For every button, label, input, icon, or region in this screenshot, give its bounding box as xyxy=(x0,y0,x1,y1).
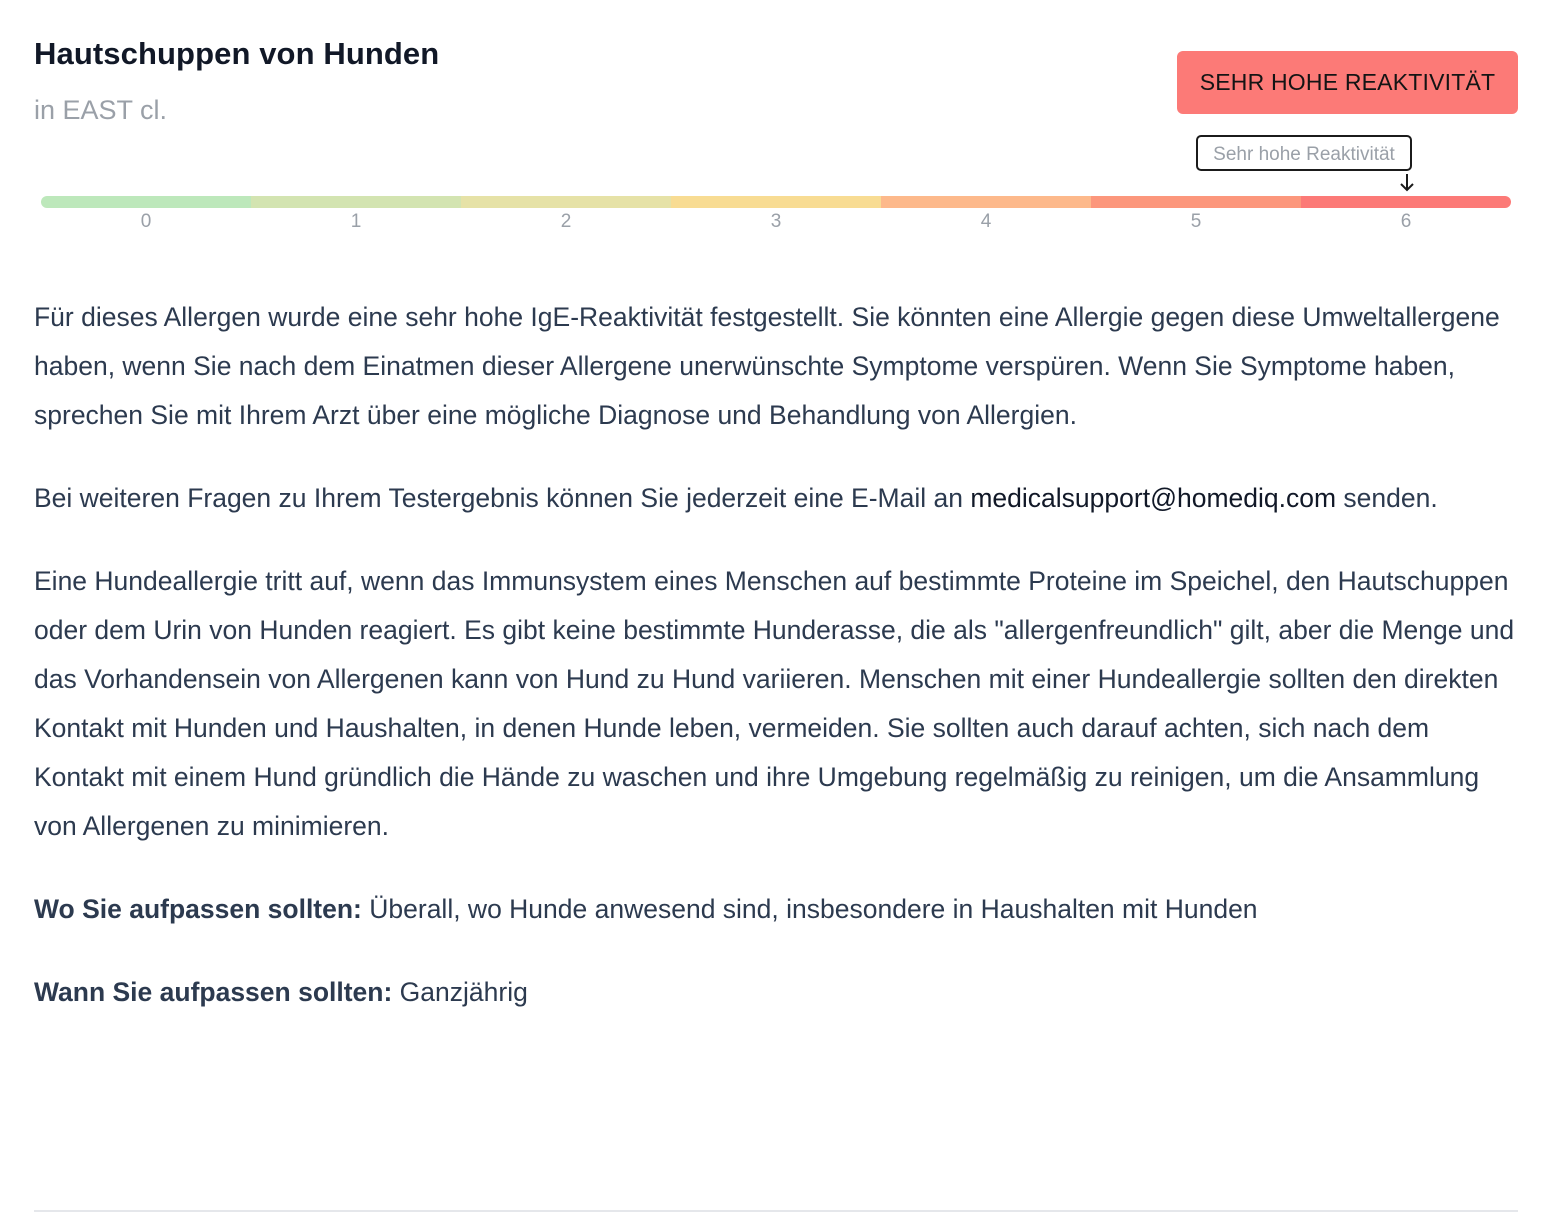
level-tooltip: Sehr hohe Reaktivität xyxy=(1196,135,1412,171)
allergen-subtitle: in EAST cl. xyxy=(34,95,168,125)
scale-segment-1 xyxy=(251,196,461,208)
scale-tick: 2 xyxy=(560,211,572,232)
scale-segment-0 xyxy=(41,196,251,208)
result-description xyxy=(34,293,1518,1051)
allergy-info-paragraph: Eine Hundeallergie tritt auf, wenn das Immunsystem eines Menschen auf bestimmte Proteine im Speichel, den Hautschuppen oder dem Urin von Hunden reagiert. Es gibt keine bestimmte Hunderasse, die als "allergenfreundlich" gilt, aber die Menge und das Vorhandensein von Allergenen kann von Hund zu Hund variieren. Menschen mit einer Hundeallergie sollten den direkten Kontakt mit Hunden und Haushalten, in denen Hunde leben, vermeiden. Sie sollten auch darauf achten, sich nach dem Kontakt mit einem Hund gründlich die Hände zu waschen und ihre Umgebung regelmäßig zu reinigen, um die Ansammlung von Allergenen zu minimieren. xyxy=(34,566,1515,841)
when-value: Ganzjährig xyxy=(392,977,528,1007)
scale-segment-4 xyxy=(881,196,1091,208)
contact-paragraph xyxy=(34,474,1518,523)
when-row xyxy=(34,968,1518,1017)
scale-tick: 1 xyxy=(350,211,362,232)
scale-ticks xyxy=(41,211,1511,237)
section-divider xyxy=(34,1210,1518,1212)
allergen-title: Hautschuppen von Hunden xyxy=(34,36,440,71)
scale-tick: 5 xyxy=(1190,211,1202,232)
where-value: Überall, wo Hunde anwesend sind, insbesondere in Haushalten mit Hunden xyxy=(361,894,1258,924)
allergen-result-card xyxy=(34,0,1518,1229)
when-label: Wann Sie aufpassen sollten: xyxy=(34,977,393,1007)
contact-text-before: Bei weiteren Fragen zu Ihrem Testergebnis können Sie jederzeit eine E-Mail an xyxy=(34,483,971,513)
scale-segment-3 xyxy=(671,196,881,208)
scale-segment-2 xyxy=(461,196,671,208)
reactivity-explanation: Für dieses Allergen wurde eine sehr hohe IgE-Reaktivität festgestellt. Sie könnten eine Allergie gegen diese Umweltallergene haben, wenn Sie nach dem Einatmen dieser Allergene unerwünschte Symptome verspüren. Wenn Sie Symptome haben, sprechen Sie mit Ihrem Arzt über eine mögliche Diagnose und Behandlung von Allergien. xyxy=(34,302,1500,430)
where-label: Wo Sie aufpassen sollten: xyxy=(34,894,362,924)
contact-text-after: senden. xyxy=(1336,483,1438,513)
scale-segment-6 xyxy=(1301,196,1511,208)
reactivity-scale xyxy=(41,196,1511,208)
scale-segment-5 xyxy=(1091,196,1301,208)
scale-tick: 3 xyxy=(770,211,782,232)
scale-tick: 0 xyxy=(140,211,152,232)
arrow-down-icon xyxy=(1398,173,1416,193)
scale-tick: 4 xyxy=(980,211,992,232)
support-email-link[interactable]: medicalsupport@homediq.com xyxy=(970,483,1337,513)
where-row xyxy=(34,885,1518,934)
reactivity-badge: SEHR HOHE REAKTIVITÄT xyxy=(1177,51,1518,114)
scale-tick: 6 xyxy=(1400,211,1412,232)
